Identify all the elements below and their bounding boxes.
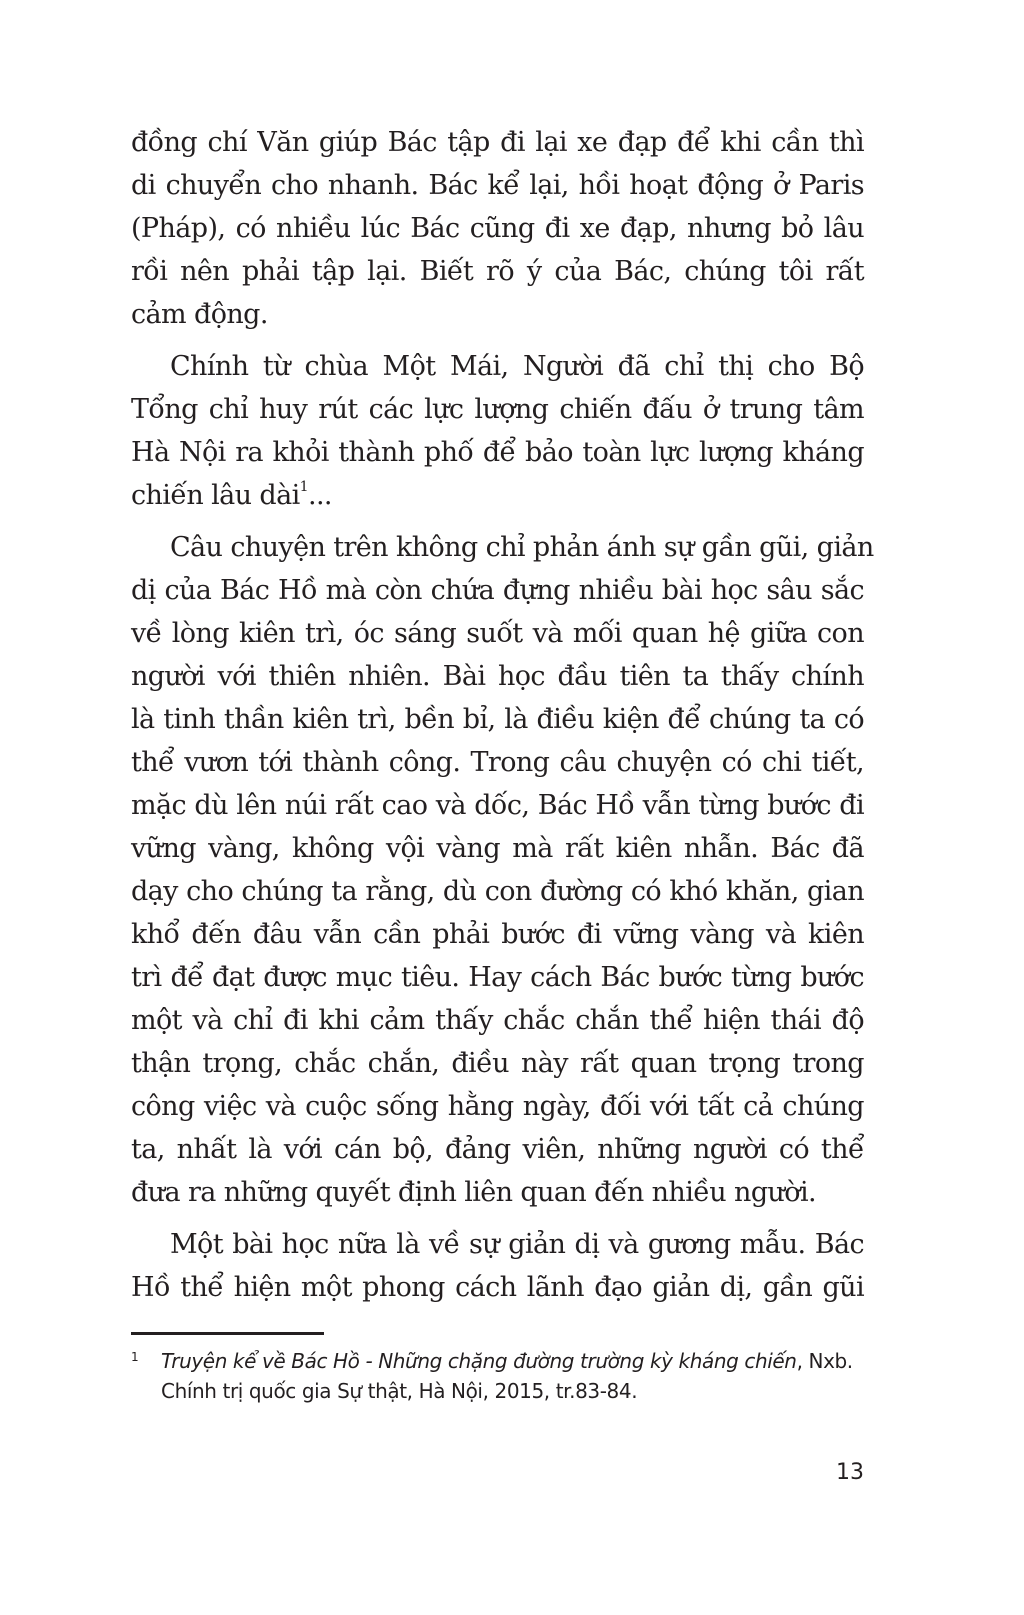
footnote-source-title: Truyện kể về Bác Hồ - Những chặng đường trường kỳ kháng chiến — [161, 1349, 797, 1373]
text-line — [131, 1128, 864, 1171]
line-text: Câu chuyện trên không chỉ phản ánh sự gần gũi, giản — [170, 532, 874, 563]
text-line — [131, 121, 864, 164]
text-line — [131, 1085, 864, 1128]
footnote-publisher: , Nxb. Chính trị quốc gia Sự thật, Hà Nội, 2015, tr.83-84. — [161, 1349, 853, 1403]
line-text: người với thiên nhiên. Bài học đầu tiên ta thấy chính — [131, 661, 864, 692]
line-text: rồi nên phải tập lại. Biết rõ ý của Bác, chúng tôi rất — [131, 256, 864, 287]
text-line — [131, 207, 864, 250]
body-text — [131, 121, 874, 1318]
ellipsis: ... — [307, 480, 332, 511]
paragraph — [131, 345, 864, 517]
footnote-text — [161, 1346, 864, 1406]
line-text: đồng chí Văn giúp Bác tập đi lại xe đạp để khi cần thì — [131, 127, 864, 158]
line-text: công việc và cuộc sống hằng ngày, đối với tất cả chúng — [131, 1091, 864, 1122]
line-text: đưa ra những quyết định liên quan đến nhiều người. — [131, 1177, 816, 1208]
paragraph — [131, 121, 864, 336]
line-text: trì để đạt được mục tiêu. Hay cách Bác bước từng bước — [131, 962, 864, 993]
footnote-divider — [131, 1332, 324, 1335]
text-line — [131, 784, 864, 827]
footnote — [131, 1346, 864, 1406]
line-text: Hà Nội ra khỏi thành phố để bảo toàn lực lượng kháng — [131, 437, 864, 468]
line-text: dạy cho chúng ta rằng, dù con đường có khó khăn, gian — [131, 876, 864, 907]
line-text: dị của Bác Hồ mà còn chứa đựng nhiều bài học sâu sắc — [131, 575, 864, 606]
text-line — [131, 1223, 864, 1266]
footnote-reference[interactable]: 1 — [299, 479, 308, 495]
line-text: cảm động. — [131, 299, 268, 330]
text-line — [131, 293, 864, 336]
text-line — [131, 569, 864, 612]
text-line — [131, 164, 864, 207]
text-line — [131, 870, 864, 913]
paragraph — [131, 1223, 864, 1309]
line-text: thận trọng, chắc chắn, điều này rất quan trọng trong — [131, 1048, 864, 1079]
text-line — [131, 1042, 864, 1085]
line-text: (Pháp), có nhiều lúc Bác cũng đi xe đạp, nhưng bỏ lâu — [131, 213, 864, 244]
line-text: một và chỉ đi khi cảm thấy chắc chắn thể hiện thái độ — [131, 1005, 864, 1036]
line-text: Một bài học nữa là về sự giản dị và gương mẫu. Bác — [170, 1229, 864, 1260]
paragraph — [131, 526, 874, 1214]
line-text: là tinh thần kiên trì, bền bỉ, là điều kiện để chúng ta có — [131, 704, 864, 735]
line-text: chiến lâu dài — [131, 480, 300, 511]
line-text: về lòng kiên trì, óc sáng suốt và mối quan hệ giữa con — [131, 618, 864, 649]
text-line — [131, 999, 864, 1042]
text-line — [131, 345, 864, 388]
text-line — [131, 250, 864, 293]
text-line — [131, 913, 864, 956]
line-text: mặc dù lên núi rất cao và dốc, Bác Hồ vẫn từng bước đi — [131, 790, 864, 821]
text-line — [131, 1171, 864, 1214]
text-line — [131, 612, 864, 655]
line-text: ta, nhất là với cán bộ, đảng viên, những người có thể — [131, 1134, 864, 1165]
page-number: 13 — [836, 1460, 864, 1485]
footnote-number: 1 — [131, 1350, 139, 1364]
text-line — [131, 655, 864, 698]
line-text: di chuyển cho nhanh. Bác kể lại, hồi hoạt động ở Paris — [131, 170, 864, 201]
text-line — [131, 388, 864, 431]
text-line — [131, 1266, 864, 1309]
line-text: thể vươn tới thành công. Trong câu chuyện có chi tiết, — [131, 747, 864, 778]
text-line — [131, 698, 864, 741]
text-line — [131, 526, 874, 569]
line-text: Hồ thể hiện một phong cách lãnh đạo giản dị, gần gũi — [131, 1272, 864, 1303]
line-text: Tổng chỉ huy rút các lực lượng chiến đấu ở trung tâm — [131, 394, 864, 425]
text-line — [131, 956, 864, 999]
text-line — [131, 474, 864, 517]
text-line — [131, 827, 864, 870]
text-line — [131, 741, 864, 784]
text-line — [131, 431, 864, 474]
line-text: Chính từ chùa Một Mái, Người đã chỉ thị cho Bộ — [170, 351, 864, 382]
line-text: khổ đến đâu vẫn cần phải bước đi vững vàng và kiên — [131, 919, 864, 950]
line-text: vững vàng, không vội vàng mà rất kiên nhẫn. Bác đã — [131, 833, 864, 864]
